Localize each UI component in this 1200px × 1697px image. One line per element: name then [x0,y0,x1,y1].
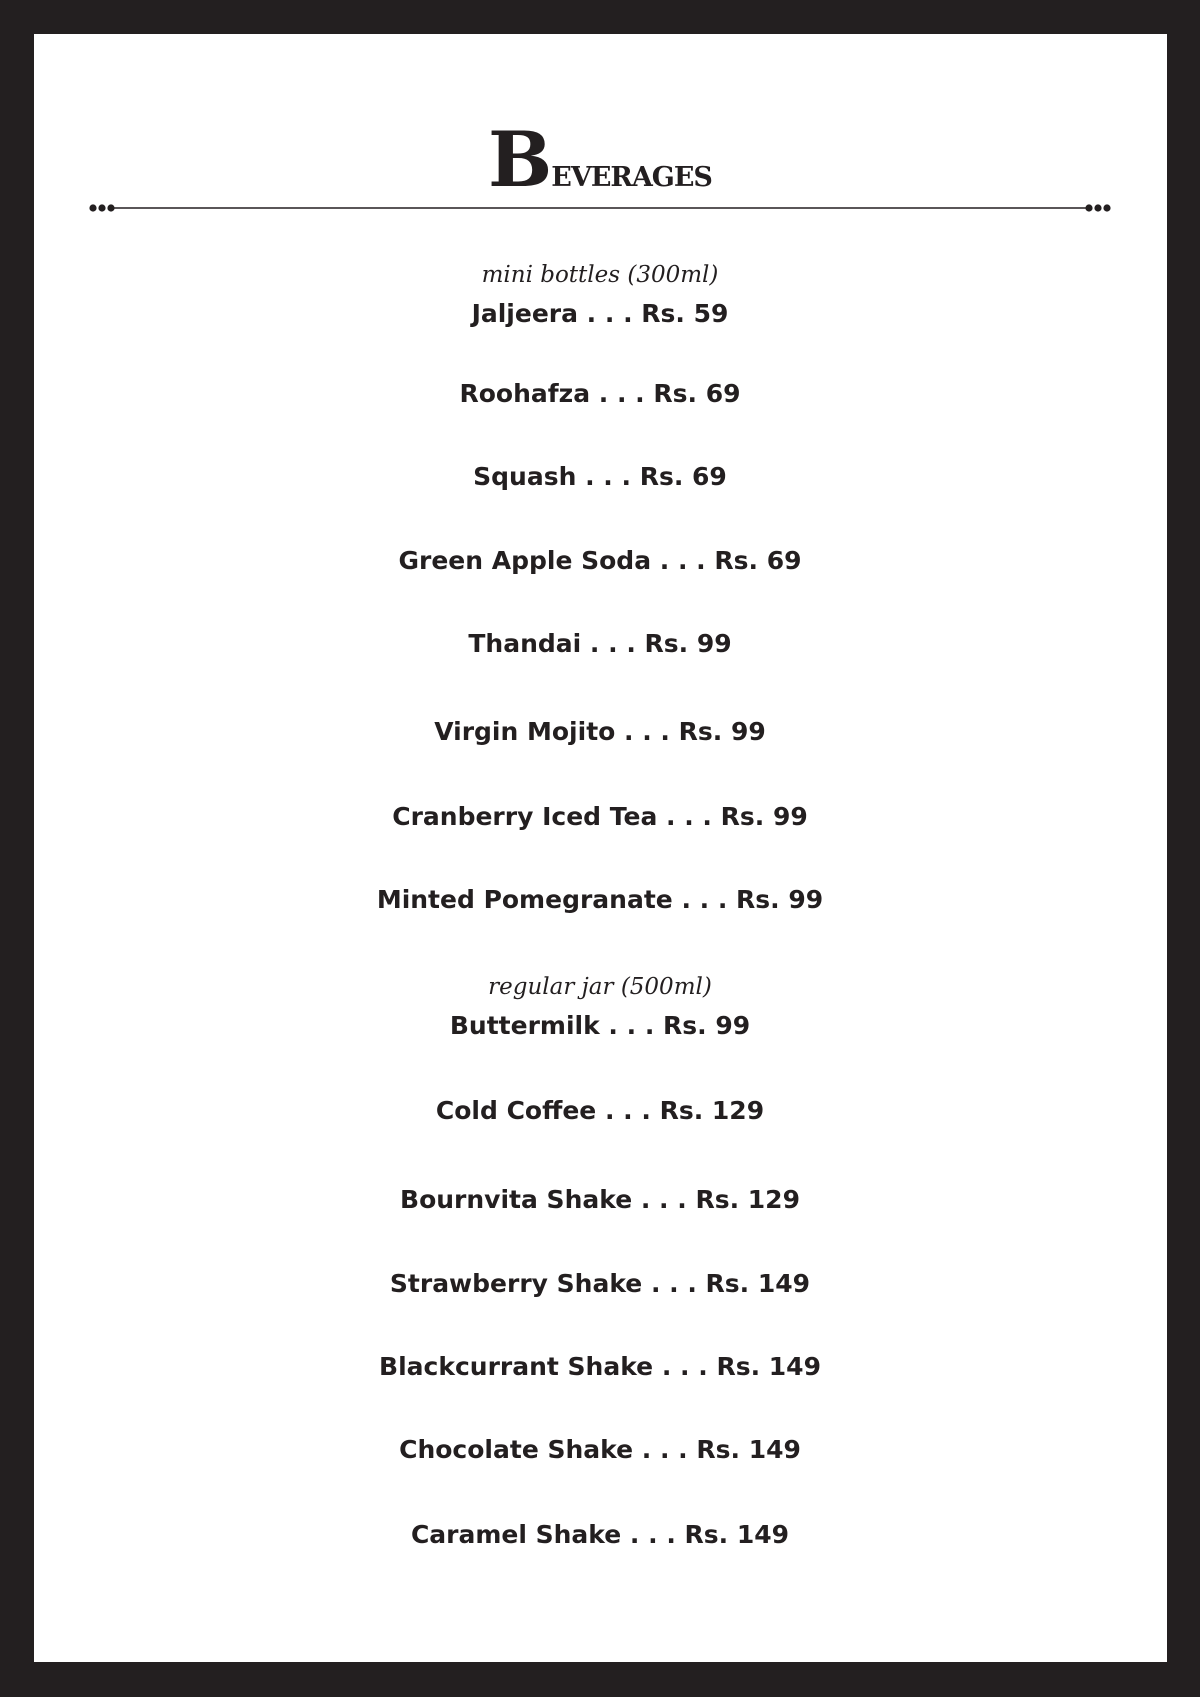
menu-item-chocolate-shake: Chocolate Shake . . . Rs. 149 [399,1435,801,1464]
divider-dot [107,204,114,211]
section-label-regular-jar: regular jar (500ml) [488,974,712,1000]
menu-item-buttermilk: Buttermilk . . . Rs. 99 [449,1011,751,1040]
divider-dot [98,204,105,211]
menu-item-thandai: Thandai . . . Rs. 99 [468,629,732,658]
divider-dot [89,204,96,211]
divider-dot [1103,204,1110,211]
menu-item-blackcurrant-shake: Blackcurrant Shake . . . Rs. 149 [379,1352,821,1381]
section-label-mini-bottles: mini bottles (300ml) [481,262,719,288]
divider-dot [1094,204,1101,211]
menu-item-strawberry-shake: Strawberry Shake . . . Rs. 149 [389,1269,811,1298]
menu-item-caramel-shake: Caramel Shake . . . Rs. 149 [410,1520,790,1549]
menu-item-cold-coffee: Cold Coffee . . . Rs. 129 [435,1096,765,1125]
menu-item-green-apple-soda: Green Apple Soda . . . Rs. 69 [398,546,802,575]
menu-item-minted-pomegranate: Minted Pomegranate . . . Rs. 99 [376,885,824,914]
menu-item-jaljeera: Jaljeera . . . Rs. 59 [471,299,729,328]
title-rest: EVERAGES [551,162,712,193]
menu-item-cranberry-iced-tea: Cranberry Iced Tea . . . Rs. 99 [392,802,808,831]
menu-item-squash: Squash . . . Rs. 69 [473,462,727,491]
divider-dot [1085,204,1092,211]
ornamental-divider [88,196,1112,216]
menu-item-roohafza: Roohafza . . . Rs. 69 [459,379,741,408]
menu-item-virgin-mojito: Virgin Mojito . . . Rs. 99 [434,717,766,746]
menu-item-bournvita-shake: Bournvita Shake . . . Rs. 129 [400,1185,800,1214]
page-title [0,115,1200,204]
title-initial: B [488,115,552,204]
